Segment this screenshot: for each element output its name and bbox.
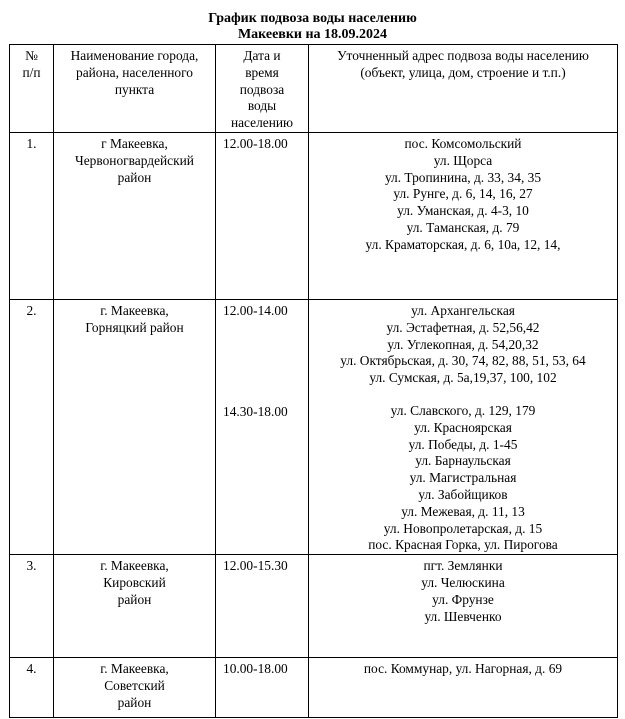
address-line: ул. Архангельская — [411, 302, 515, 318]
address-line: ул. Эстафетная, д. 52,56,42 — [386, 319, 540, 335]
address-line: ул. Краматорская, д. 6, 10а, 12, 14, — [365, 236, 561, 252]
address-line: ул. Октябрьская, д. 30, 74, 82, 88, 51, 53, 64 — [340, 353, 586, 369]
header-address — [309, 45, 618, 133]
time-slot: 12.00-18.00 — [223, 135, 288, 151]
address-line: ул. Магистральная — [409, 470, 517, 486]
city-line: Горняцкий район — [85, 319, 184, 335]
row-address — [309, 132, 618, 299]
header-number — [10, 45, 54, 133]
address-line: ул. Забойщиков — [418, 486, 508, 502]
header-city — [54, 45, 216, 133]
city-line: г. Макеевка, — [100, 661, 169, 677]
address-line: ул. Межевая, д. 11, 13 — [401, 503, 525, 519]
row-number: 4. — [10, 658, 54, 718]
address-line: ул. Славского, д. 129, 179 — [390, 402, 536, 418]
row-number: 2. — [10, 299, 54, 554]
row-time — [216, 299, 309, 554]
row-city — [54, 132, 216, 299]
table-header-row — [10, 45, 618, 133]
city-line: Кировский — [103, 574, 166, 590]
city-line: г. Макеевка, — [100, 558, 169, 574]
address-line: ул. Новопролетарская, д. 15 — [383, 520, 543, 536]
address-line: ул. Сумская, д. 5а,19,37, 100, 102 — [369, 370, 557, 386]
address-line: ул. Щорса — [433, 152, 493, 168]
header-time-line: населению — [230, 115, 294, 131]
city-line: район — [117, 591, 152, 607]
address-line: ул. Уманская, д. 4-3, 10 — [397, 203, 529, 219]
address-line: пос. Коммунар, ул. Нагорная, д. 69 — [363, 661, 563, 677]
document-title-line-1: График подвоза воды населению — [208, 11, 417, 26]
address-line: ул. Победы, д. 1-45 — [408, 436, 518, 452]
table-row — [10, 555, 618, 658]
city-line: район — [117, 694, 152, 710]
header-city-line: Наименование города, — [70, 48, 199, 63]
time-slot: 12.00-15.30 — [223, 558, 288, 574]
address-line: ул. Фрунзе — [432, 591, 494, 607]
time-slot: 14.30-18.00 — [223, 403, 288, 419]
table-row — [10, 658, 618, 718]
water-delivery-schedule-table — [9, 44, 618, 718]
time-slot: 12.00-14.00 — [223, 302, 288, 318]
row-time — [216, 132, 309, 299]
header-address-line: Уточненный адрес подвоза воды населению — [337, 48, 589, 63]
address-line: ул. Шевченко — [424, 608, 502, 624]
header-time-line: подвоза — [239, 81, 285, 97]
header-time-line: время — [245, 64, 279, 80]
row-number: 1. — [10, 132, 54, 299]
address-line: пос. Красная Горка, ул. Пирогова — [368, 537, 558, 553]
city-line: район — [117, 169, 152, 185]
row-city — [54, 555, 216, 658]
address-line: ул. Челюскина — [421, 574, 505, 590]
address-line: ул. Таманская, д. 79 — [406, 219, 520, 235]
address-line: пос. Комсомольский — [404, 135, 522, 151]
row-city — [54, 299, 216, 554]
row-time — [216, 555, 309, 658]
address-line: ул. Рунге, д. 6, 14, 16, 27 — [393, 186, 533, 202]
address-line: ул. Красноярская — [414, 419, 512, 435]
row-address — [309, 299, 618, 554]
row-city — [54, 658, 216, 718]
row-address — [309, 658, 618, 718]
header-number-line: п/п — [22, 64, 41, 80]
address-line: ул. Тропинина, д. 33, 34, 35 — [384, 169, 542, 185]
row-address — [309, 555, 618, 658]
city-line: Червоногвардейский — [75, 152, 194, 168]
header-time — [216, 45, 309, 133]
time-slot: 10.00-18.00 — [223, 661, 288, 677]
header-address-line: (объект, улица, дом, строение и т.п.) — [360, 64, 566, 80]
row-time — [216, 658, 309, 718]
header-number-line: № — [25, 48, 38, 63]
address-line: пгт. Землянки — [423, 558, 503, 574]
header-time-line: Дата и — [243, 48, 281, 63]
header-time-line: воды — [247, 98, 277, 114]
city-line: Советский — [104, 677, 165, 693]
city-line: г Макеевка, — [101, 135, 168, 151]
address-line: ул. Барнаульская — [415, 453, 511, 469]
row-number: 3. — [10, 555, 54, 658]
city-line: г. Макеевка, — [100, 302, 169, 318]
table-row — [10, 132, 618, 299]
header-city-line: района, населенного — [76, 64, 193, 80]
address-line: ул. Углекопная, д. 54,20,32 — [387, 336, 539, 352]
table-row — [10, 299, 618, 554]
document-title-line-2: Макеевки на 18.09.2024 — [237, 27, 388, 42]
header-city-line: пункта — [114, 81, 155, 97]
